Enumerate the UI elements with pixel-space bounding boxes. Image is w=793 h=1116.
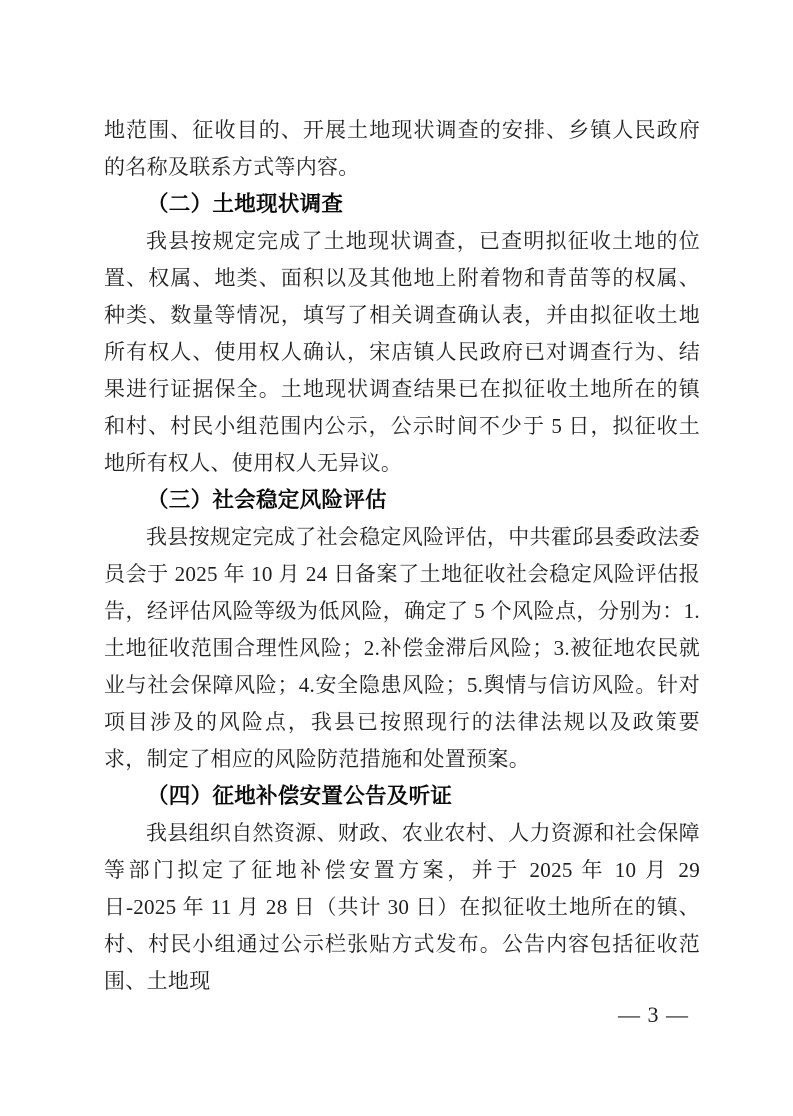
paragraph-compensation-resettlement-announcement: 我县组织自然资源、财政、农业农村、人力资源和社会保障等部门拟定了征地补偿安置方案，并于 2025 年 10 月 29 日-2025 年 11 月 28 日（共计 30 日）在拟征收土地所在的镇、村、村民小组通过公示栏张贴方式发布。公告内容包括征收范围、土地现: [104, 821, 700, 993]
page-number: — 3 —: [618, 1002, 689, 1027]
section-heading-land-status-survey: （二）土地现状调查: [147, 192, 344, 216]
section-heading-compensation-resettlement-announcement: （四）征地补偿安置公告及听证: [147, 784, 453, 808]
paragraph-social-stability-risk-assessment: 我县按规定完成了社会稳定风险评估，中共霍邱县委政法委员会于 2025 年 10 月 24 日备案了土地征收社会稳定风险评估报告，经评估风险等级为低风险，确定了 5 个风险点，分别为：1.土地征收范围合理性风险；2.补偿金滞后风险；3.被征地农民就业与社会保障风险；4.安全隐患风险；5.舆情与信访风险。针对项目涉及的风险点，我县已按照现行的法律法规以及政策要求，制定了相应的风险防范措施和处置预案。: [104, 525, 700, 771]
section-heading-social-stability-risk-assessment: （三）社会稳定风险评估: [147, 488, 387, 512]
paragraph-continuation-notice-content: 地范围、征收目的、开展土地现状调查的安排、乡镇人民政府的名称及联系方式等内容。: [104, 118, 700, 179]
document-body: [104, 112, 700, 1000]
paragraph-land-status-survey: 我县按规定完成了土地现状调查，已查明拟征收土地的位置、权属、地类、面积以及其他地上附着物和青苗等的权属、种类、数量等情况，填写了相关调查确认表，并由拟征收土地所有权人、使用权人确认，宋店镇人民政府已对调查行为、结果进行证据保全。土地现状调查结果已在拟征收土地所在的镇和村、村民小组范围内公示，公示时间不少于 5 日，拟征收土地所有权人、使用权人无异议。: [104, 229, 700, 475]
